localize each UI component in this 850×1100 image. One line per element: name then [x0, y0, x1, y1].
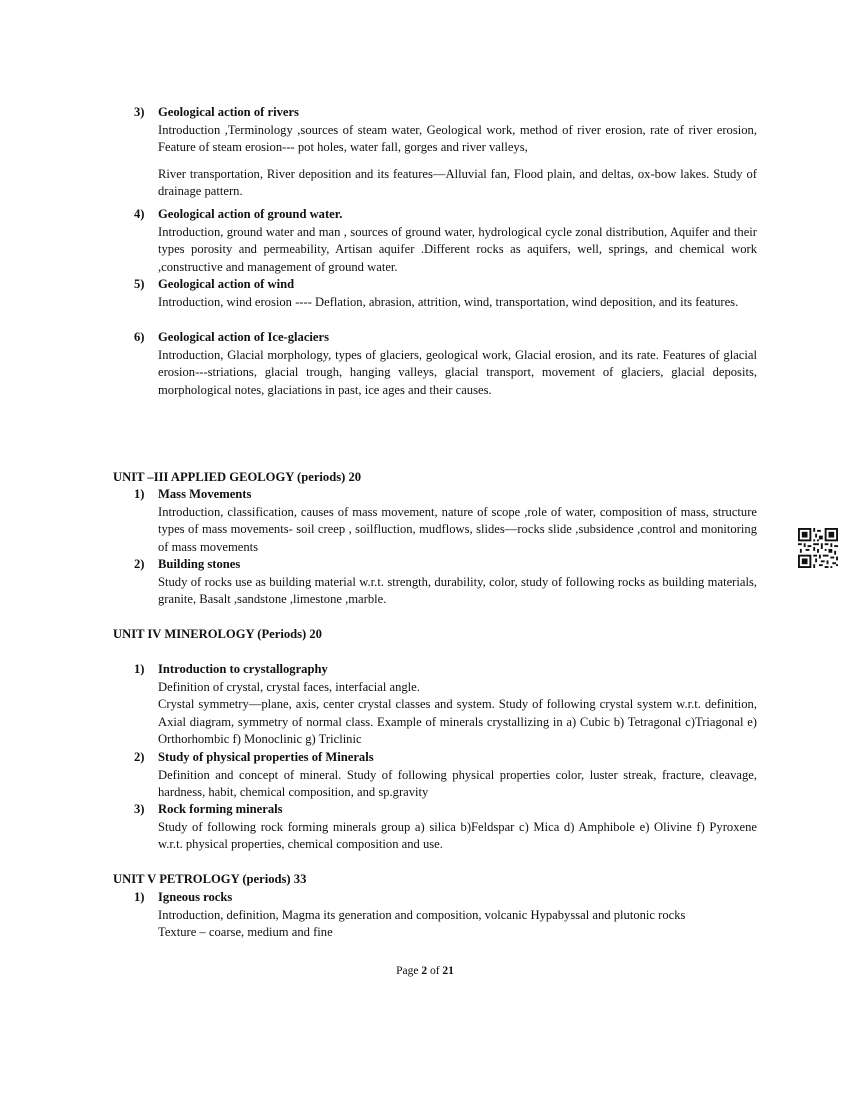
section-body [158, 224, 757, 277]
section-title: Building stones [158, 557, 241, 571]
section-number: 1) [134, 662, 145, 676]
paragraph: Study of following rock forming minerals group a) silica b)Feldspar c) Mica d) Amphibole e) Olivine f) Pyroxene w.r.t. physical properties, chemical composition and use. [158, 819, 757, 851]
paragraph: Introduction, ground water and man , sources of ground water, hydrological cycle zonal distribution, Aquifer and their types porosity and permeability, Artisan aquifer .Different rocks as aquifers, well, springs, and chemical work ,constructive and management of ground water. [158, 224, 757, 274]
page-number-footer [0, 963, 850, 981]
paragraph: Introduction, wind erosion ---- Deflation, abrasion, attrition, wind, transportation, wind deposition, and its features. [158, 294, 739, 309]
section-title: Igneous rocks [158, 890, 233, 904]
section-body [158, 907, 718, 942]
paragraph: Definition and concept of mineral. Study of following physical properties color, luster streak, fracture, cleavage, hardness, habit, chemical composition, and sp.gravity [158, 767, 757, 799]
section-body [158, 767, 757, 802]
section-body [158, 574, 757, 609]
paragraph: Definition of crystal, crystal faces, interfacial angle. [158, 679, 420, 694]
section-title: Geological action of Ice-glaciers [158, 330, 330, 344]
section-title: Geological action of ground water. [158, 207, 343, 221]
section-body [158, 819, 757, 854]
section-title: Introduction to crystallography [158, 662, 328, 676]
paragraph: Introduction, classification, causes of mass movement, nature of scope ,role of water, composition of mass, structure types of mass movements- soil creep , soilfluction, mudflows, slides—rocks slide ,subsidence ,control and monitoring of mass movements [158, 504, 757, 554]
paragraph: River transportation, River deposition and its features—Alluvial fan, Flood plain, and deltas, ox-bow lakes. Study of drainage pattern. [158, 166, 757, 198]
section-number: 3) [134, 802, 145, 816]
section-number: 6) [134, 330, 145, 344]
unit-heading-4: UNIT IV MINEROLOGY (Periods) 20 [113, 627, 322, 641]
section-number: 1) [134, 890, 145, 904]
section-number: 5) [134, 277, 145, 291]
page-total: 21 [442, 965, 454, 977]
paragraph: Introduction, definition, Magma its generation and composition, volcanic Hypabyssal and plutonic rocks [158, 907, 686, 922]
section-number: 2) [134, 557, 145, 571]
paragraph: Crystal symmetry—plane, axis, center crystal classes and system. Study of following crystal system w.r.t. definition, Axial diagram, symmetry of normal class. Example of minerals crystallizing in a) Cubic b) Tetragonal c)Triagonal e) Orthorhombic f) Monoclinic g) Triclinic [158, 697, 757, 746]
paragraph: Texture – coarse, medium and fine [158, 925, 333, 939]
unit-heading-3: UNIT –III APPLIED GEOLOGY (periods) 20 [113, 470, 362, 484]
section-title: Rock forming minerals [158, 802, 283, 816]
section-title: Geological action of rivers [158, 105, 299, 119]
paragraph: Introduction, Glacial morphology, types of glaciers, geological work, Glacial erosion, and its rate. Features of glacial erosion---striations, glacial trough, hanging valleys, glacial transport, movement of glaciers, glacial deposits, morphological notes, glaciations in past, ice ages and their causes. [158, 347, 757, 397]
unit-heading-5: UNIT V PETROLOGY (periods) 33 [113, 872, 307, 886]
section-title: Mass Movements [158, 487, 252, 501]
paragraph: Introduction ,Terminology ,sources of steam water, Geological work, method of river erosion, rate of river erosion, Feature of steam erosion--- pot holes, water fall, gorges and river valleys, [158, 122, 757, 154]
section-body [158, 294, 757, 312]
page-of: of [429, 965, 440, 977]
section-title: Study of physical properties of Minerals [158, 750, 374, 764]
section-body [158, 504, 757, 557]
section-body [158, 347, 757, 400]
section-number: 4) [134, 207, 145, 221]
section-number: 1) [134, 487, 145, 501]
section-number: 2) [134, 750, 145, 764]
page-current: 2 [421, 965, 428, 977]
page-label: Page [396, 965, 419, 977]
section-title: Geological action of wind [158, 277, 295, 291]
paragraph: Study of rocks use as building material w.r.t. strength, durability, color, study of following rocks as building materials, granite, Basalt ,sandstone ,limestone ,marble. [158, 574, 757, 606]
qr-code-icon [798, 528, 838, 568]
section-number: 3) [134, 105, 145, 119]
section-body [158, 679, 757, 749]
section-body [158, 122, 757, 201]
